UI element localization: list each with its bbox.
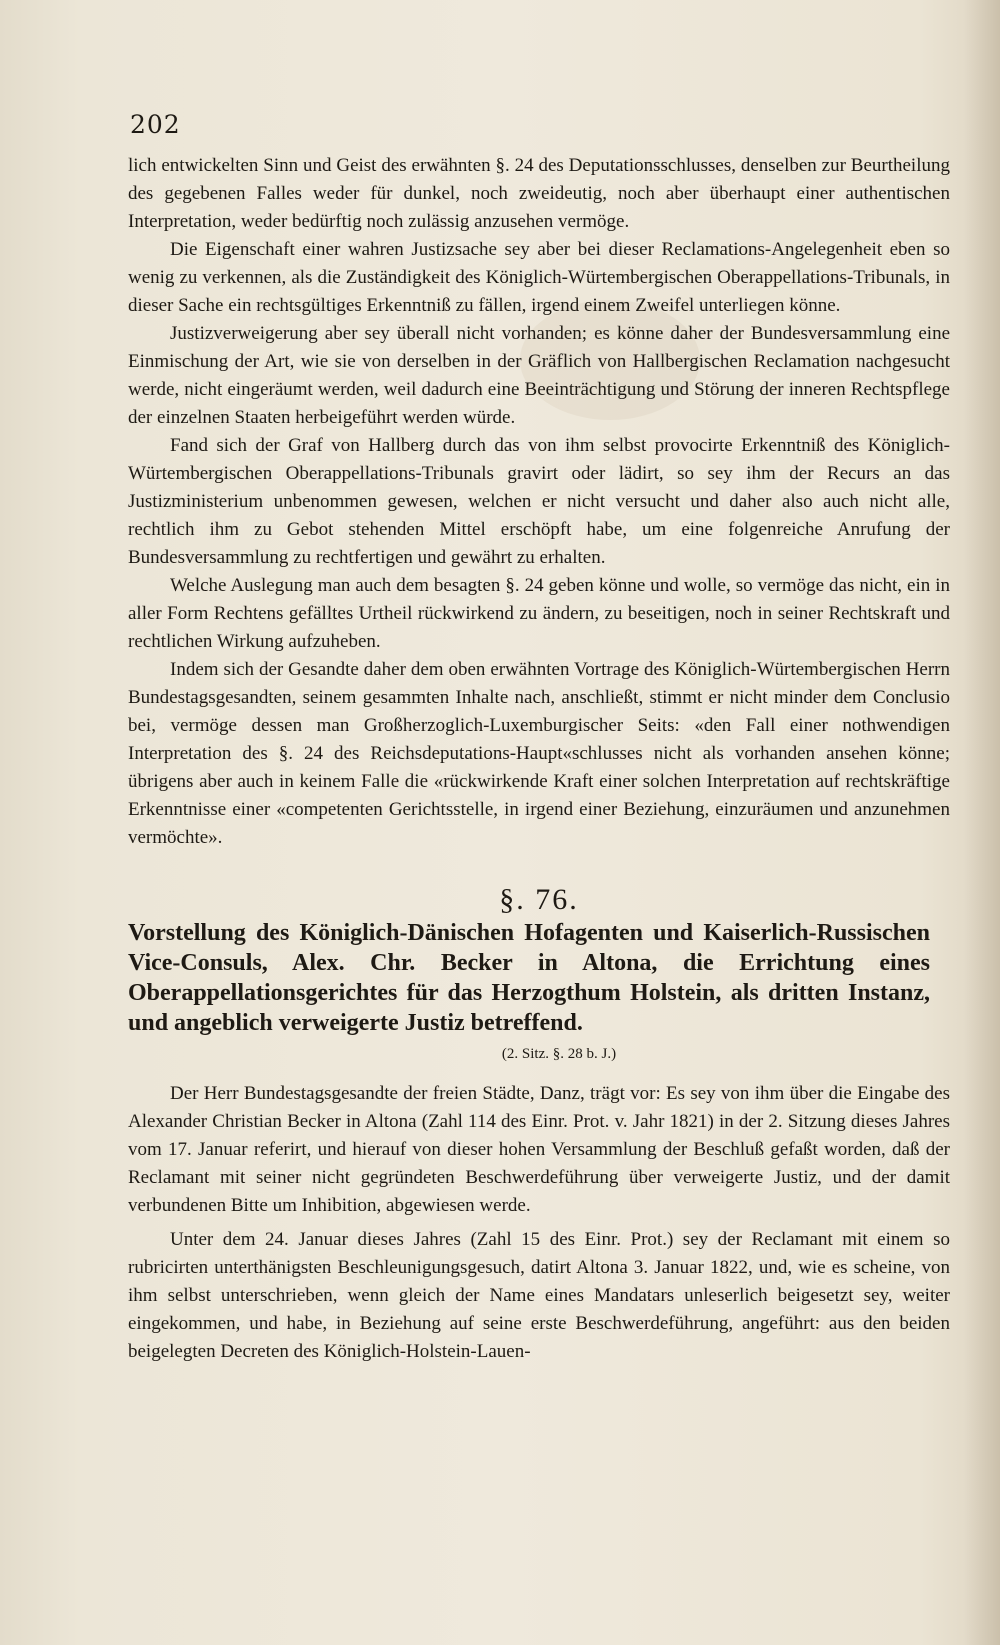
paragraph: Justizverweigerung aber sey überall nicht vorhanden; es könne daher der Bundesversammlung eine Einmischung der Art, wie sie von derselben in der Gräflich von Hallbergischen Reclamation nachgesucht werde, nicht eingeräumt werden, weil dadurch eine Beeinträchtigung und Störung der inneren Rechtspflege der einzelnen Staaten herbeigeführt werden würde. [128,323,950,428]
section-title: Vorstellung des Königlich-Dänischen Hofagenten und Kaiserlich-Russischen Vice-Consuls, Alex. Chr. Becker in Altona, die Errichtung eines Oberappellationsgerichtes für das Herzogthum Holstein, als dritten Instanz, und angeblich verweigerte Justiz betreffend. [128,920,930,1036]
section-number: §. 76. [499,883,579,916]
paragraph: lich entwickelten Sinn und Geist des erwähnten §. 24 des Deputationsschlusses, denselben zur Beurtheilung des gegebenen Falles weder für dunkel, noch zweideutig, noch aber überhaupt einer authentischen Interpretation, weder bedürftig noch zulässig anzusehen vermöge. [128,155,950,232]
paragraph: Der Herr Bundestagsgesandte der freien Städte, Danz, trägt vor: Es sey von ihm über die Eingabe des Alexander Christian Becker in Altona (Zahl 114 des Einr. Prot. v. Jahr 1821) in der 2. Sitzung dieses Jahres vom 17. Januar referirt, und hierauf von dieser hohen Versammlung der Beschluß gefaßt worden, daß der Reclamant mit seiner nicht gegründeten Beschwerdeführung über verweigerte Justiz, und der damit verbundenen Bitte um Inhibition, abgewiesen werde. [128,1083,950,1216]
page-number: 202 [130,110,181,139]
paragraph: Die Eigenschaft einer wahren Justizsache sey aber bei dieser Reclamations-Angelegenheit eben so wenig zu verkennen, als die Zuständigkeit des Königlich-Würtembergischen Oberappellations-Tribunals, in dieser Sache ein rechtsgültiges Erkenntniß zu fällen, irgend einem Zweifel unterliegen könne. [128,239,950,316]
paragraph: Indem sich der Gesandte daher dem oben erwähnten Vortrage des Königlich-Würtembergischen Herrn Bundestagsgesandten, seinem gesammten Inhalte nach, anschließt, stimmt er nicht minder dem Conclusio bei, vermöge dessen man Großherzoglich-Luxemburgischer Seits: «den Fall einer nothwendigen Interpretation des §. 24 des Reichsdeputations-Haupt«schlusses nicht als vorhanden ansehen könne; übrigens aber auch in keinem Falle die «rückwirkende Kraft einer solchen Interpretation auf rechtskräftige Erkenntnisse einer «competenten Gerichtsstelle, in irgend einer Beziehung, einzuräumen und anzunehmen vermöchte». [128,659,950,848]
paragraph: Unter dem 24. Januar dieses Jahres (Zahl 15 des Einr. Prot.) sey der Reclamant mit einem so rubricirten unterthänigsten Beschleunigungsgesuch, datirt Altona 3. Januar 1822, und, wie es scheine, von ihm selbst unterschrieben, wenn gleich der Name eines Mandatars unleserlich beigesetzt sey, weiter eingekommen, und habe, in Beziehung auf seine erste Beschwerdeführung, angeführt: aus den beiden beigelegten Decreten des Königlich-Holstein-Lauen- [128,1229,950,1362]
page-edge-shadow [964,0,1000,1645]
paragraph: Welche Auslegung man auch dem besagten §. 24 geben könne und wolle, so vermöge das nicht, ein in aller Form Rechtens gefälltes Urtheil rückwirkend zu ändern, zu beseitigen, noch in seiner Rechtskraft und rechtlichen Wirkung aufzuheben. [128,575,950,652]
citation: (2. Sitz. §. 28 b. J.) [501,1046,617,1062]
body-text [128,152,950,1366]
paragraph: Fand sich der Graf von Hallberg durch das von ihm selbst provocirte Erkenntniß des Königlich-Würtembergischen Oberappellations-Tribunals gravirt oder lädirt, so sey ihm der Recurs an das Justizministerium unbenommen gewesen, welchen er nicht versucht und daher also auch nicht alle, rechtlich ihm zu Gebot stehenden Mittel erschöpft habe, um eine folgenreiche Anrufung der Bundesversammlung zu rechtfertigen und gewährt zu erhalten. [128,435,950,568]
